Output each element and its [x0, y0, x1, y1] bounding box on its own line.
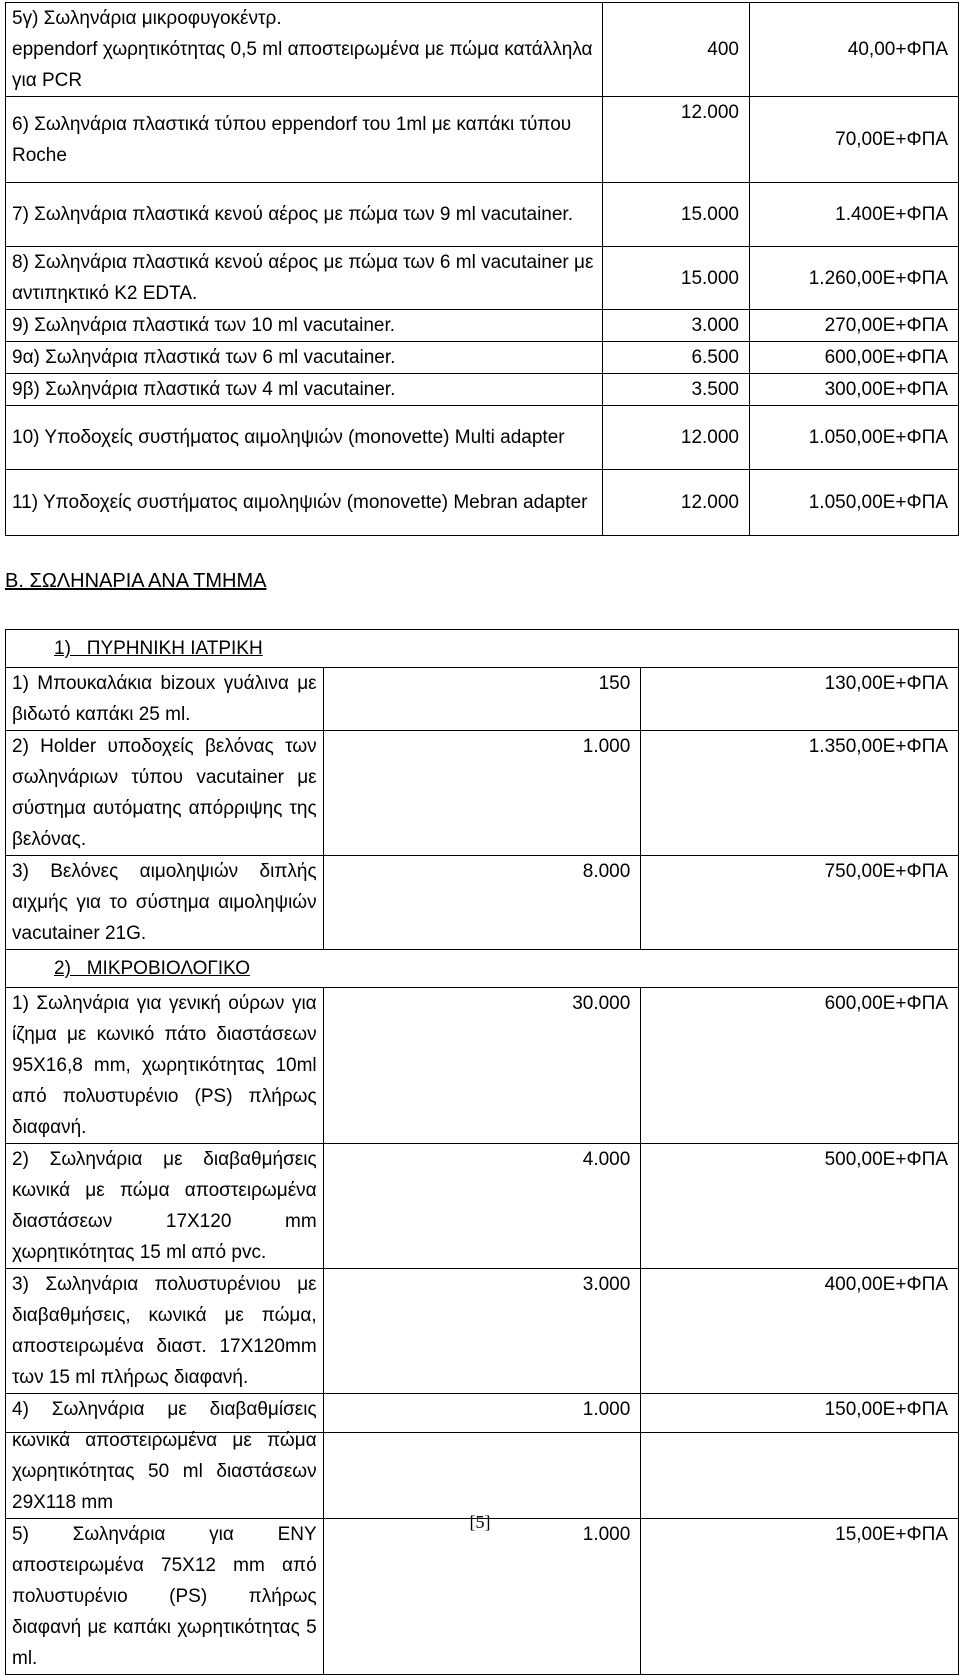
table-row [6, 1394, 959, 1519]
table-row [6, 406, 959, 470]
item-description: 9β) Σωληνάρια πλαστικά των 4 ml vacutainer. [6, 374, 603, 406]
group-heading [6, 630, 959, 668]
group-heading-row [6, 950, 959, 988]
table-row [6, 310, 959, 342]
item-quantity: 3.000 [323, 1269, 641, 1394]
table-row [6, 668, 959, 731]
table-row [6, 988, 959, 1144]
item-price: 1.350,00Ε+ΦΠΑ [641, 731, 959, 856]
item-quantity: 15.000 [603, 247, 750, 310]
item-description: 6) Σωληνάρια πλαστικά τύπου eppendorf του 1ml με καπάκι τύπου Roche [6, 97, 603, 183]
item-description: 11) Υποδοχείς συστήματος αιμοληψιών (monovette) Mebran adapter [6, 470, 603, 536]
item-quantity: 3.500 [603, 374, 750, 406]
item-quantity: 8.000 [323, 856, 641, 950]
group-heading-row [6, 630, 959, 668]
item-price: 15,00Ε+ΦΠΑ [641, 1519, 959, 1675]
item-description: 1) Μπουκαλάκια bizoux γυάλινα με βιδωτό καπάκι 25 ml. [6, 668, 324, 731]
item-price: 600,00Ε+ΦΠΑ [750, 342, 959, 374]
table-row [6, 183, 959, 247]
items-table-a [5, 2, 959, 536]
item-quantity: 4.000 [323, 1144, 641, 1269]
item-price: 500,00Ε+ΦΠΑ [641, 1144, 959, 1269]
item-quantity: 30.000 [323, 988, 641, 1144]
item-quantity: 6.500 [603, 342, 750, 374]
item-price: 1.400Ε+ΦΠΑ [750, 183, 959, 247]
item-description: 2) Holder υποδοχείς βελόνας των σωληνάριων τύπου vacutainer με σύστημα αυτόματης απόρριψης της βελόνας. [6, 731, 324, 856]
item-price: 1.050,00Ε+ΦΠΑ [750, 470, 959, 536]
item-description: 7) Σωληνάρια πλαστικά κενού αέρος με πώμα των 9 ml vacutainer. [6, 183, 603, 247]
section-b-title: Β. ΣΩΛΗΝΑΡΙΑ ΑΝΑ ΤΜΗΜΑ [5, 570, 267, 592]
item-price: 270,00Ε+ΦΠΑ [750, 310, 959, 342]
table-row [6, 247, 959, 310]
item-description: 5γ) Σωληνάρια μικροφυγοκέντρ. eppendorf χωρητικότητας 0,5 ml αποστειρωμένα με πώμα κατάλληλα για PCR [6, 3, 603, 97]
item-description: 8) Σωληνάρια πλαστικά κενού αέρος με πώμα των 6 ml vacutainer με αντιπηκτικό Κ2 EDTA. [6, 247, 603, 310]
table-row [6, 856, 959, 950]
item-description: 3) Σωληνάρια πολυστυρένιου με διαβαθμήσεις, κωνικά με πώμα, αποστειρωμένα διαστ. 17Χ120mm των 15 ml πλήρως διαφανή. [6, 1269, 324, 1394]
item-quantity: 1.000 [323, 731, 641, 856]
item-description: 9) Σωληνάρια πλαστικά των 10 ml vacutainer. [6, 310, 603, 342]
item-description: 4) Σωληνάρια με διαβαθμίσεις κωνικά αποστειρωμένα με πώμα χωρητικότητας 50 ml διαστάσεων 29Χ118 mm [6, 1394, 324, 1519]
group-heading-text: 1) ΠΥΡΗΝΙΚΗ ΙΑΤΡΙΚΗ [54, 638, 263, 659]
item-description: 3) Βελόνες αιμοληψιών διπλής αιχμής για το σύστημα αιμοληψιών vacutainer 21G. [6, 856, 324, 950]
table-row [6, 342, 959, 374]
page-number: [5] [469, 1512, 491, 1532]
table-row [6, 3, 959, 97]
item-description: 9α) Σωληνάρια πλαστικά των 6 ml vacutainer. [6, 342, 603, 374]
item-price: 400,00Ε+ΦΠΑ [641, 1269, 959, 1394]
item-description: 2) Σωληνάρια με διαβαθμήσεις κωνικά με πώμα αποστειρωμένα διαστάσεων 17Χ120 mm χωρητικότητας 15 ml από pvc. [6, 1144, 324, 1269]
item-price: 1.050,00Ε+ΦΠΑ [750, 406, 959, 470]
item-description: 5) Σωληνάρια για ΕΝΥ αποστειρωμένα 75Χ12 mm από πολυστυρένιο (PS) πλήρως διαφανή με καπάκι χωρητικότητας 5 ml. [6, 1519, 324, 1675]
item-quantity: 12.000 [603, 97, 750, 183]
group-heading-text: 2) ΜΙΚΡΟΒΙΟΛΟΓΙΚΟ [54, 958, 251, 979]
table-row [6, 470, 959, 536]
table-row [6, 1144, 959, 1269]
item-price: 130,00Ε+ΦΠΑ [641, 668, 959, 731]
item-quantity: 400 [603, 3, 750, 97]
table-row [6, 1269, 959, 1394]
table-row [6, 731, 959, 856]
footer-divider [5, 1432, 959, 1433]
item-quantity: 1.000 [323, 1394, 641, 1519]
item-price: 750,00Ε+ΦΠΑ [641, 856, 959, 950]
item-quantity: 1.000 [323, 1519, 641, 1675]
item-price: 300,00Ε+ΦΠΑ [750, 374, 959, 406]
table-row [6, 374, 959, 406]
item-description: 1) Σωληνάρια για γενική ούρων για ίζημα με κωνικό πάτο διαστάσεων 95Χ16,8 mm, χωρητικότητας 10ml από πολυστυρένιο (PS) πλήρως διαφανή. [6, 988, 324, 1144]
item-price: 1.260,00Ε+ΦΠΑ [750, 247, 959, 310]
item-quantity: 150 [323, 668, 641, 731]
item-description: 10) Υποδοχείς συστήματος αιμοληψιών (monovette) Multi adapter [6, 406, 603, 470]
table-row [6, 1519, 959, 1675]
item-quantity: 3.000 [603, 310, 750, 342]
item-price: 70,00Ε+ΦΠΑ [750, 97, 959, 183]
item-price: 150,00Ε+ΦΠΑ [641, 1394, 959, 1519]
item-quantity: 15.000 [603, 183, 750, 247]
item-price: 40,00+ΦΠΑ [750, 3, 959, 97]
item-quantity: 12.000 [603, 406, 750, 470]
item-price: 600,00Ε+ΦΠΑ [641, 988, 959, 1144]
item-quantity: 12.000 [603, 470, 750, 536]
table-row [6, 97, 959, 183]
group-heading [6, 950, 959, 988]
